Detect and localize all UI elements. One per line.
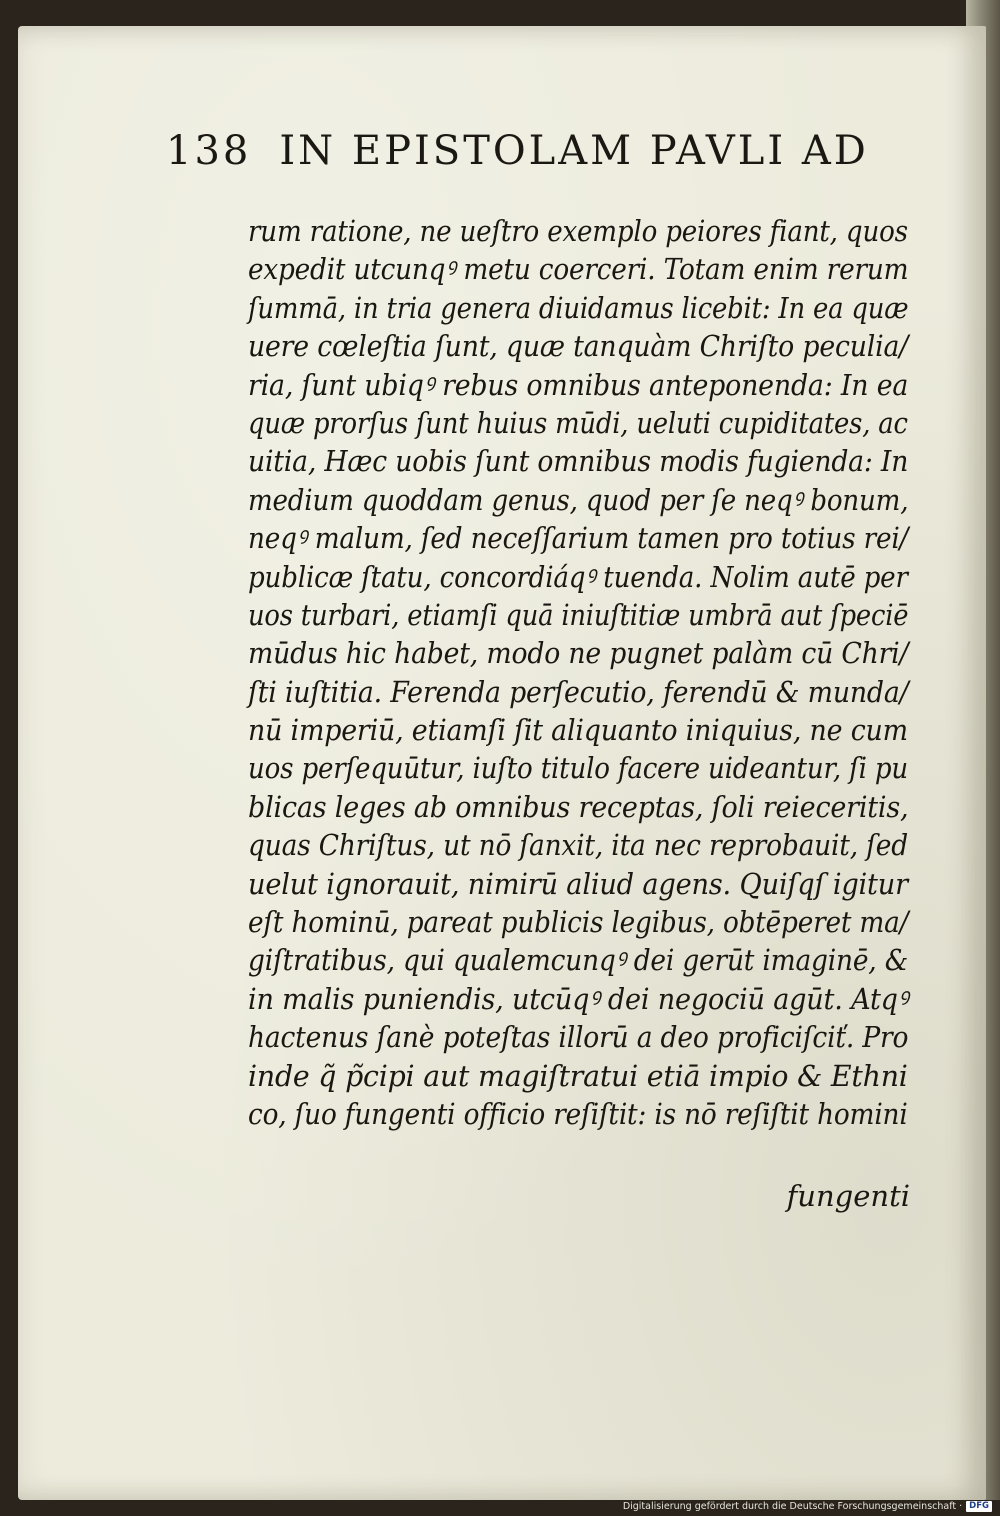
running-title: IN EPISTOLAM PAVLI AD: [279, 128, 869, 174]
text-line: neqꝰ malum, ſed neceſſarium tamen pro totius rei/: [248, 521, 909, 556]
page-number: 138: [166, 128, 252, 174]
text-line: ſti iuſtitia. Ferenda perſecutio, ferendū & munda/: [248, 674, 909, 709]
text-line: blicas leges ab omnibus receptas, ſoli reieceritis,: [248, 789, 909, 824]
text-line: hactenus ſanè poteſtas illorū a deo proficiſciť. Pro: [248, 1020, 909, 1055]
text-line: publicæ ſtatu, concordiáqꝰ tuenda. Nolim autē per: [248, 559, 908, 594]
text-line: mūdus hic habet, modo ne pugnet palàm cū Chri/: [248, 636, 909, 671]
text-line: inde q̃ p̃cipi aut magiſtratui etiā impio & Ethni: [248, 1058, 908, 1093]
text-line: giſtratibus, qui qualemcunqꝰ dei gerūt imaginē, &: [248, 943, 909, 978]
text-line: uos turbari, etiamſi quā iniuſtitiæ umbrā aut ſpeciē: [248, 597, 909, 632]
text-line: ria, ſunt ubiqꝰ rebus omnibus anteponenda: In ea: [248, 367, 909, 402]
text-line: co, ſuo fungenti officio reſiſtit: is nō reſiſtit homini: [248, 1096, 908, 1131]
text-line: medium quoddam genus, quod per ſe neqꝰ bonum,: [248, 482, 909, 517]
text-line: in malis puniendis, utcūqꝰ dei negociū agūt. Atqꝰ: [248, 981, 908, 1016]
catchword: fungenti: [786, 1179, 910, 1213]
text-line: uere cœleſtia ſunt, quæ tanquàm Chriſto peculia/: [248, 329, 909, 364]
credit-text: Digitalisierung gefördert durch die Deutsche Forschungsgemeinschaft ·: [622, 1500, 963, 1512]
running-head: [166, 128, 896, 198]
body-text: [248, 212, 908, 1133]
text-line: quas Chriſtus, ut nō ſanxit, ita nec reprobauit, ſed: [248, 828, 908, 863]
dfg-logo-icon: DFG: [966, 1501, 992, 1512]
text-line: rum ratione, ne ueſtro exemplo peiores fiant, quos: [248, 214, 908, 248]
text-line: uelut ignorauit, nimirū aliud agens. Quiſqſ igitur: [248, 866, 908, 901]
text-line: nū imperiū, etiamſi ſit aliquanto iniquius, ne cum: [248, 713, 908, 748]
text-line: uos perſequūtur, iuſto titulo facere uideantur, ſi pu: [248, 751, 908, 786]
text-line: uitia, Hæc uobis ſunt omnibus modis fugienda: In: [248, 444, 909, 479]
text-line: expedit utcunqꝰ metu coerceri. Totam enim rerum: [248, 252, 909, 287]
digitization-credit: [623, 1499, 992, 1513]
text-line: quæ prorſus ſunt huius mūdi, ueluti cupiditates, ac: [248, 405, 908, 440]
text-line: eſt hominū, pareat publicis legibus, obtēperet ma/: [248, 905, 909, 940]
text-line: ſummā, in tria genera diuidamus licebit: In ea quæ: [248, 290, 909, 325]
